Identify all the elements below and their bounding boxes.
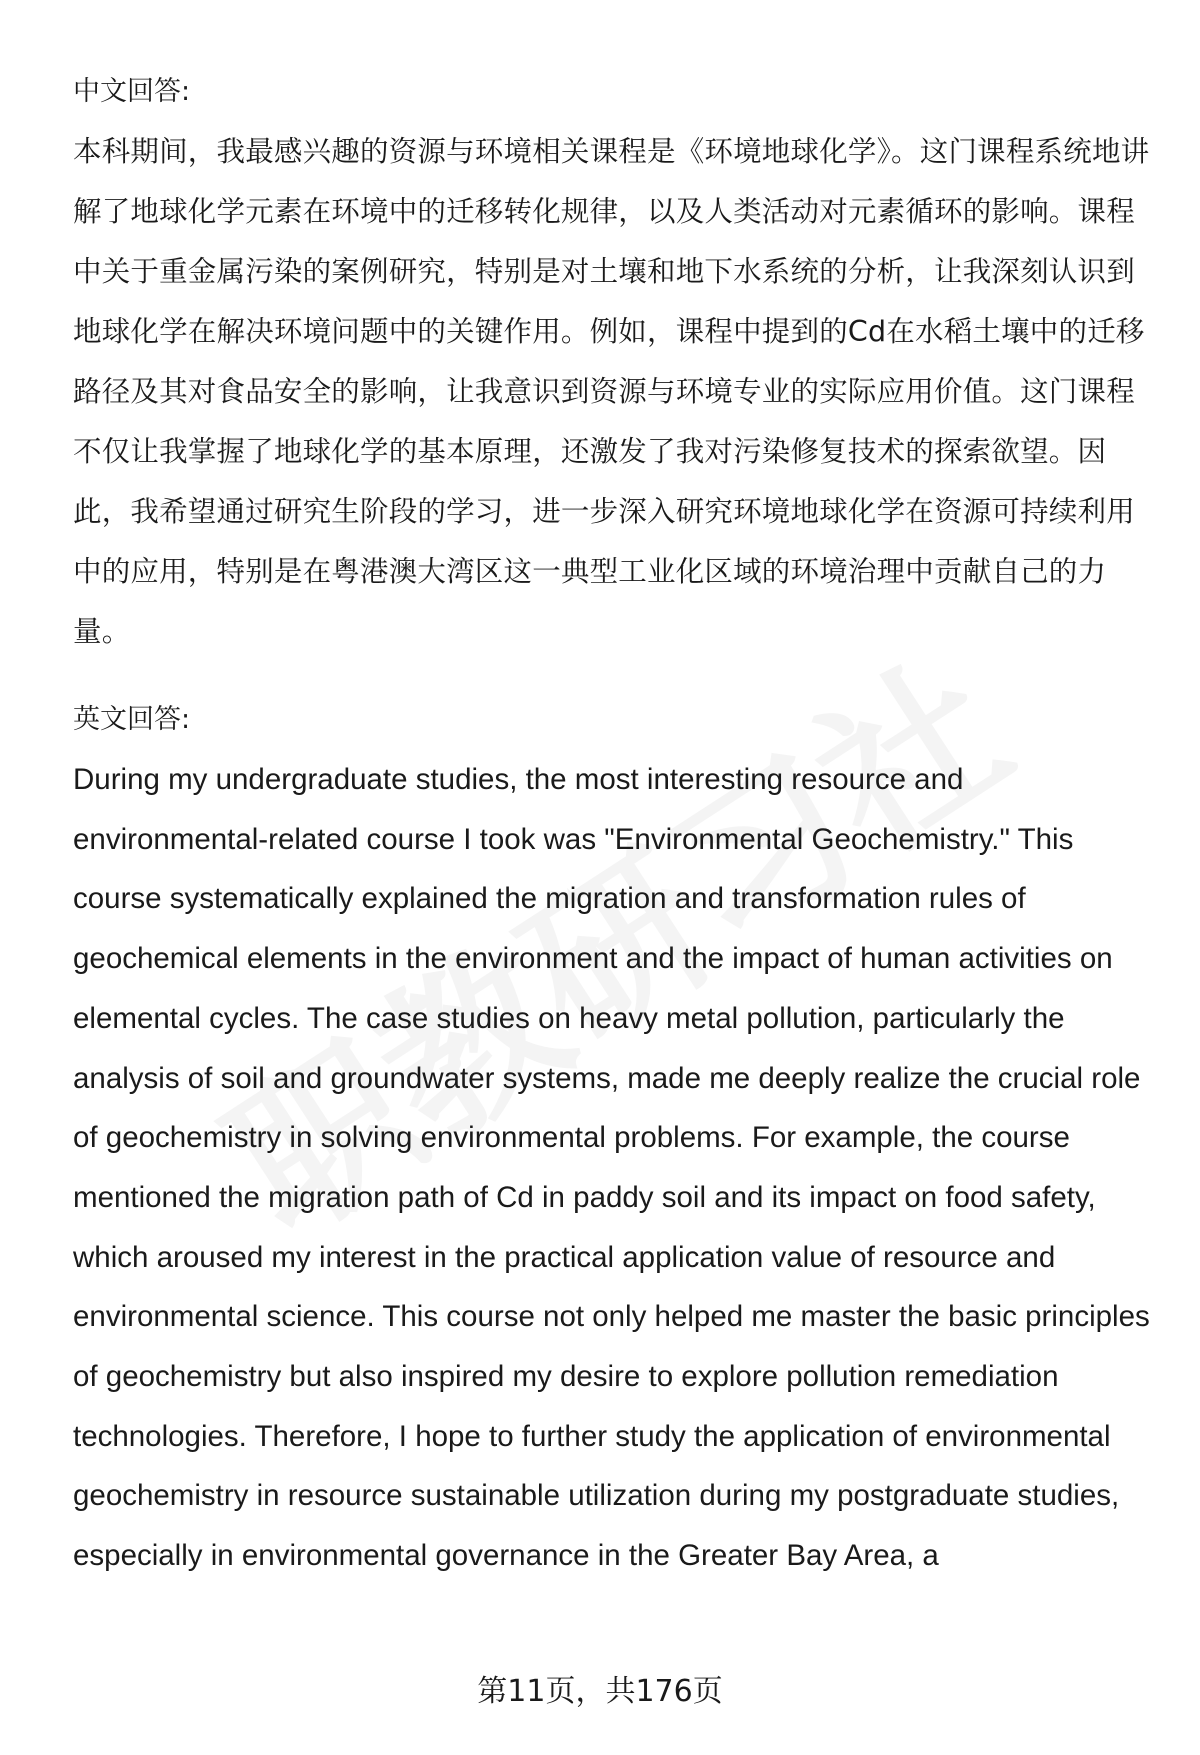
english-answer: During my undergraduate studies, the most interesting resource and environmental-related course I took was "Environmental Geochemistry." This course systematically explained the migration and transformation rules of geochemical elements in the environment and the impact of human activities on elemental cycles. The case studies on heavy metal pollution, particularly the analysis of soil and groundwater systems, made me deeply realize the crucial role of geochemistry in solving environmental problems. For example, the course mentioned the migration path of Cd in paddy soil and its impact on food safety, which aroused my interest in the practical application value of resource and environmental science. This course not only helped me master the basic principles of geochemistry but also inspired my desire to explore pollution remediation technologies. Therefore, I hope to further study the application of environmental geochemistry in resource sustainable utilization during my postgraduate studies, especially in environmental governance in the Greater Bay Area, a xyxy=(73,763,1150,1573)
chinese-heading: 中文回答: xyxy=(73,76,191,107)
chinese-answer: 本科期间，我最感兴趣的资源与环境相关课程是《环境地球化学》。这门课程系统地讲解了地球化学元素在环境中的迁移转化规律，以及人类活动对元素循环的影响。课程中关于重金属污染的案例研究，特别是对土壤和地下水系统的分析，让我深刻认识到地球化学在解决环境问题中的关键作用。例如，课程中提到的Cd在水稻土壤中的迁移路径及其对食品安全的影响，让我意识到资源与环境专业的实际应用价值。这门课程不仅让我掌握了地球化学的基本原理，还激发了我对污染修复技术的探索欲望。因此，我希望通过研究生阶段的学习，进一步深入研究环境地球化学在资源可持续利用中的应用，特别是在粤港澳大湾区这一典型工业化区域的环境治理中贡献自己的力量。 xyxy=(73,135,1150,648)
document-body xyxy=(73,62,1153,1586)
page-indicator: 第11页，共176页 xyxy=(477,1674,723,1709)
section-gap xyxy=(73,662,1153,690)
english-heading: 英文回答: xyxy=(73,704,191,735)
